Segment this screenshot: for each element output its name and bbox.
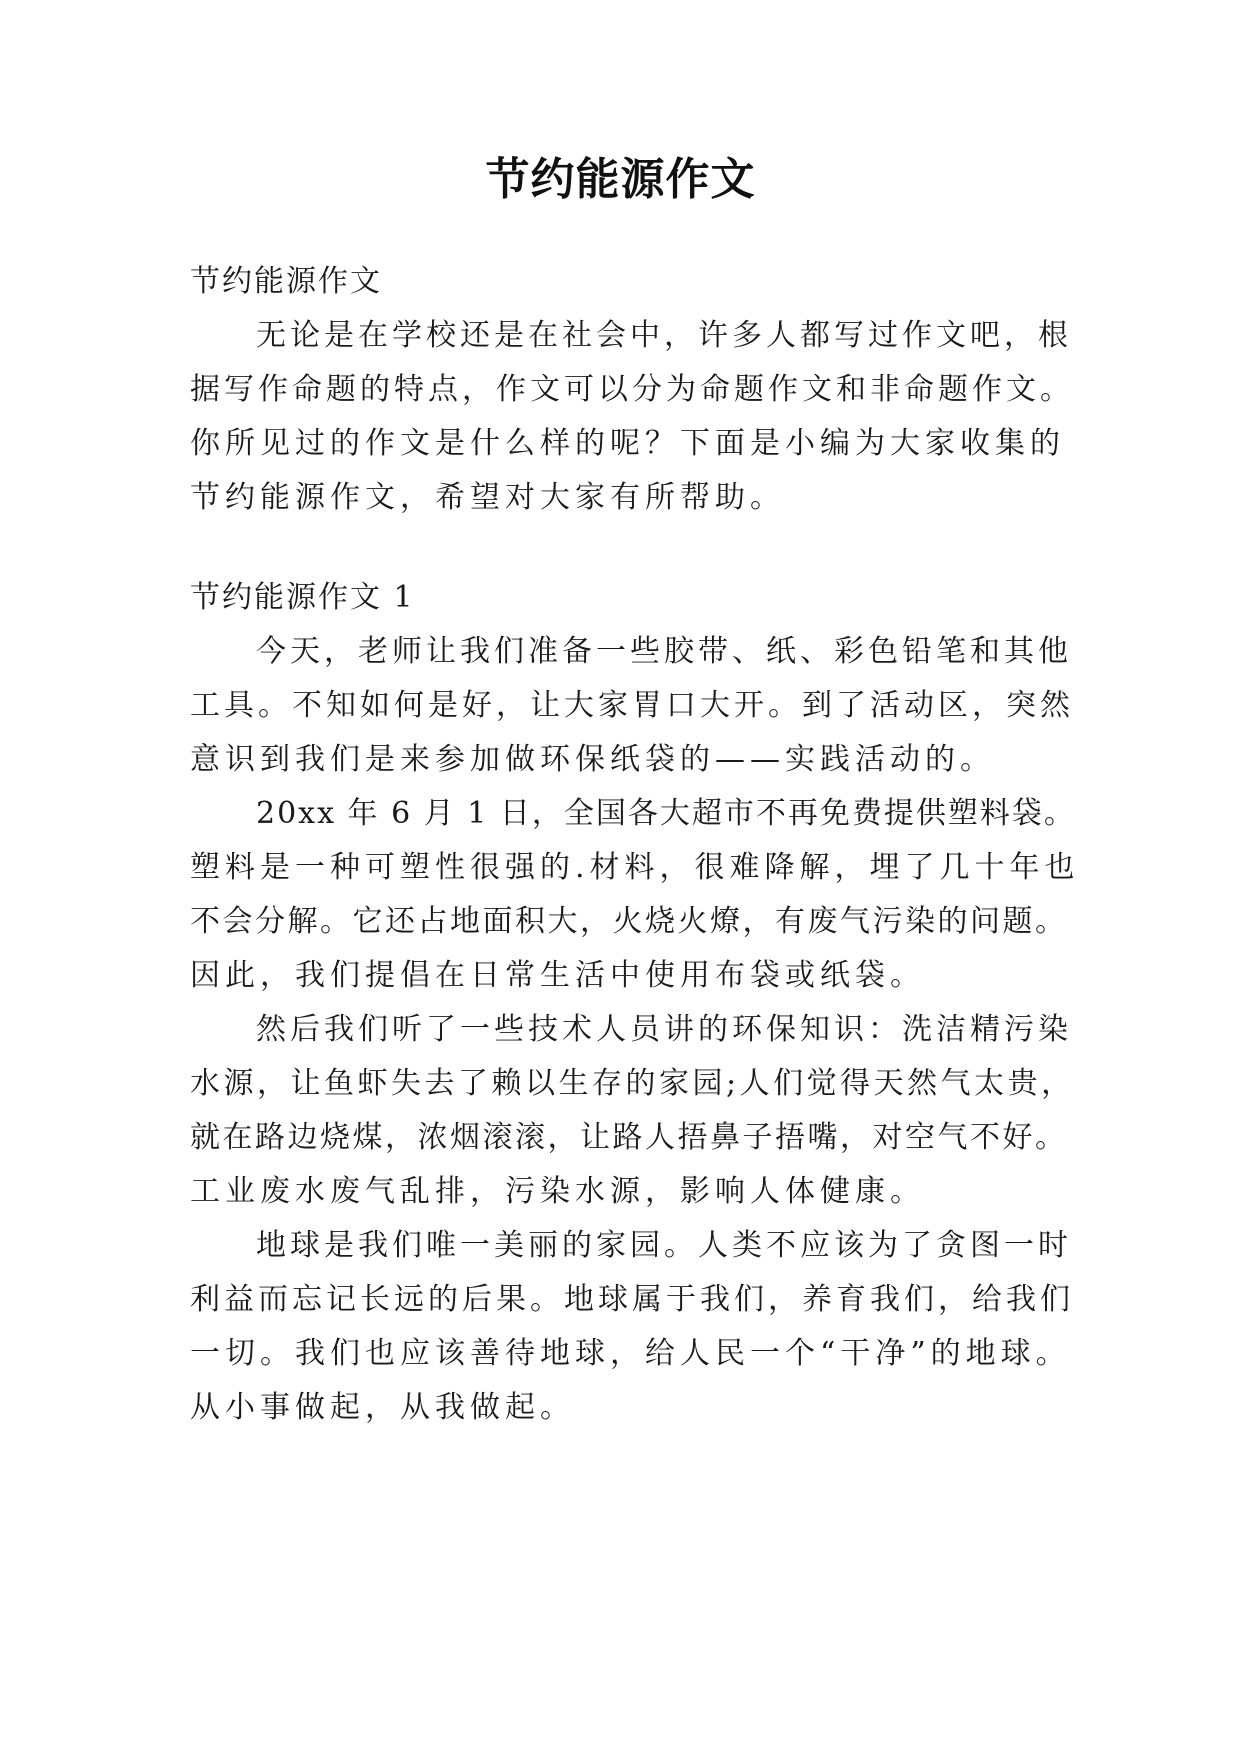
- intro-line: 节约能源作文，希望对大家有所帮助。: [190, 480, 785, 515]
- intro-line: 据写作命题的特点，作文可以分为命题作文和非命题作文。: [190, 372, 1074, 407]
- body-line: 利益而忘记长远的后果。地球属于我们，养育我们，给我们: [190, 1282, 1074, 1317]
- body-line: 然后我们听了一些技术人员讲的环保知识：洗洁精污染: [256, 1012, 1072, 1047]
- body-line: 今天，老师让我们准备一些胶带、纸、彩色铅笔和其他: [256, 634, 1072, 669]
- body-line: 工业废水废气乱排，污染水源，影响人体健康。: [190, 1174, 925, 1209]
- section-heading: 节约能源作文: [190, 264, 382, 299]
- body-line: 不会分解。它还占地面积大，火烧火燎，有废气污染的问题。: [190, 904, 1068, 939]
- body-line: 塑料是一种可塑性很强的.材料，很难降解，埋了几十年也: [190, 850, 1080, 885]
- body-line: 意识到我们是来参加做环保纸袋的——实践活动的。: [190, 742, 995, 777]
- body-line: 就在路边烧煤，浓烟滚滚，让路人捂鼻子捂嘴，对空气不好。: [190, 1120, 1068, 1155]
- body-line: 水源，让鱼虾失去了赖以生存的家园;人们觉得天然气太贵，: [190, 1066, 1075, 1101]
- section-heading: 节约能源作文 1: [190, 580, 415, 615]
- body-line: 工具。不知如何是好，让大家胃口大开。到了活动区，突然: [190, 688, 1074, 723]
- body-line: 20xx 年 6 月 1 日，全国各大超市不再免费提供塑料袋。: [256, 796, 1076, 831]
- document-title: 节约能源作文: [485, 154, 756, 205]
- body-line: 一切。我们也应该善待地球，给人民一个“干净”的地球。: [190, 1336, 1071, 1371]
- body-line: 地球是我们唯一美丽的家园。人类不应该为了贪图一时: [256, 1228, 1072, 1263]
- intro-line: 你所见过的作文是什么样的呢？下面是小编为大家收集的: [190, 426, 1065, 461]
- body-line: 因此，我们提倡在日常生活中使用布袋或纸袋。: [190, 958, 925, 993]
- intro-line: 无论是在学校还是在社会中，许多人都写过作文吧，根: [256, 318, 1072, 353]
- body-line: 从小事做起，从我做起。: [190, 1390, 575, 1425]
